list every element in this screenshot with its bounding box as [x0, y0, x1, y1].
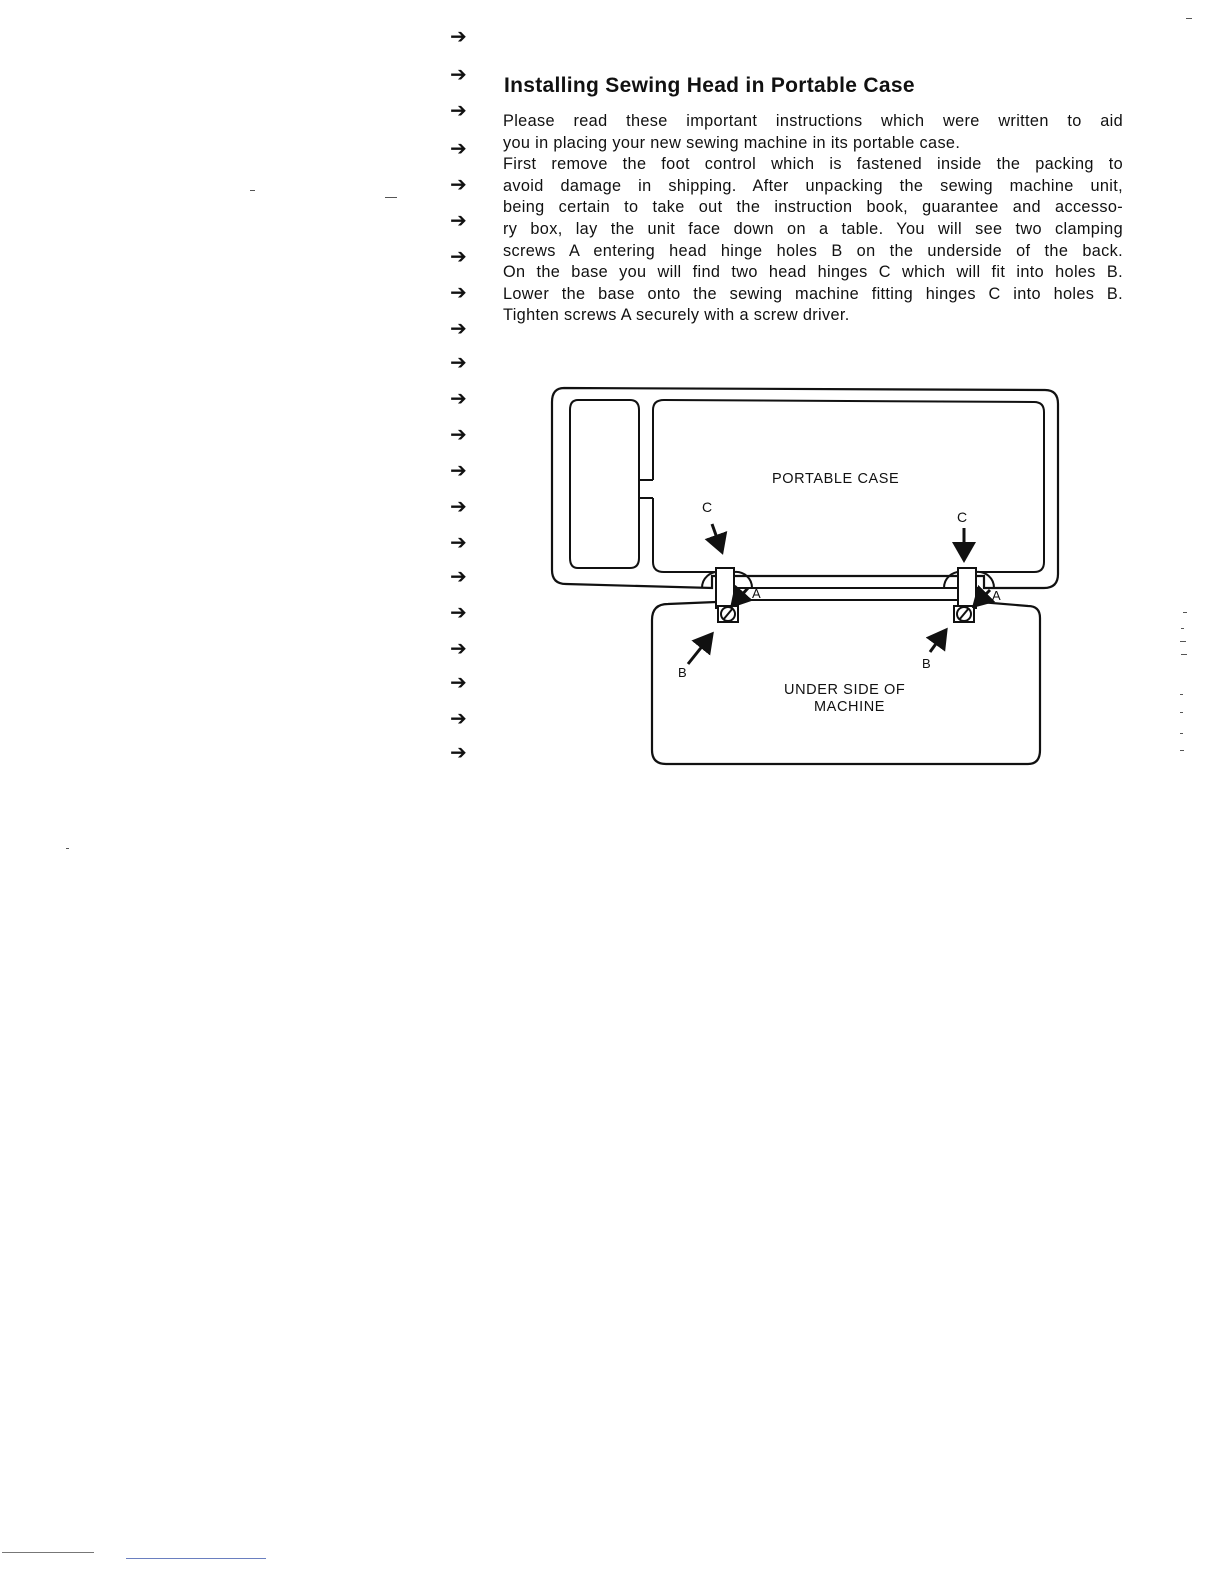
binding-hole-icon: ➔	[450, 494, 467, 518]
label-c-left: C	[702, 499, 713, 515]
binding-hole-icon: ➔	[450, 386, 467, 410]
scan-speck	[1180, 694, 1183, 695]
binding-hole-icon: ➔	[450, 670, 467, 694]
binding-hole-icon: ➔	[450, 280, 467, 304]
scan-speck	[1181, 654, 1187, 655]
instruction-line: Lower the base onto the sewing machine fitting hinges C into holes B.	[503, 284, 1123, 303]
instructions-paragraph	[503, 111, 1123, 327]
binding-hole-icon: ➔	[450, 136, 467, 160]
binding-hole-icon: ➔	[450, 208, 467, 232]
machine-label-line2: MACHINE	[814, 699, 886, 715]
instruction-line: On the base you will find two head hinges C which will fit into holes B.	[503, 263, 1123, 282]
binding-hole-icon: ➔	[450, 458, 467, 482]
binding-hole-icon: ➔	[450, 62, 467, 86]
instruction-line: Tighten screws A securely with a screw driver.	[503, 306, 850, 325]
binding-hole-icon: ➔	[450, 636, 467, 660]
binding-hole-icon: ➔	[450, 316, 467, 340]
scan-speck	[1180, 733, 1183, 734]
case-left-compartment	[570, 400, 639, 568]
binding-hole-icon: ➔	[450, 350, 467, 374]
instruction-line: being certain to take out the instruction book, guarantee and accesso-	[503, 198, 1123, 217]
hinge-installation-diagram	[540, 380, 1070, 775]
scan-speck	[1181, 628, 1184, 629]
binding-hole-icon: ➔	[450, 706, 467, 730]
case-partition	[639, 480, 653, 498]
scan-speck	[1180, 750, 1184, 751]
scan-speck	[1180, 712, 1183, 713]
label-a-left: A	[752, 586, 761, 601]
footer-rule	[126, 1558, 266, 1559]
scan-speck	[1183, 612, 1187, 613]
instruction-line: Please read these important instructions which were written to aid	[503, 112, 1123, 130]
binding-hole-icon: ➔	[450, 172, 467, 196]
scan-edge-line	[2, 1552, 94, 1553]
binding-hole-icon: ➔	[450, 600, 467, 624]
binding-hole-icon: ➔	[450, 740, 467, 764]
case-label: PORTABLE CASE	[772, 471, 900, 487]
binding-hole-icon: ➔	[450, 98, 467, 122]
scan-speck	[1180, 641, 1186, 642]
instruction-line: First remove the foot control which is fastened inside the packing to	[503, 155, 1123, 174]
scan-speck	[1186, 18, 1192, 19]
machine-label-line1: UNDER SIDE OF	[784, 682, 906, 698]
instruction-line: you in placing your new sewing machine in its portable case.	[503, 133, 961, 152]
binding-hole-icon: ➔	[450, 24, 467, 48]
instruction-line: ry box, lay the unit face down on a table. You will see two clamping	[503, 219, 1123, 238]
scan-speck	[66, 848, 69, 849]
label-a-right: A	[992, 588, 1001, 603]
binding-hole-icon: ➔	[450, 422, 467, 446]
scan-speck	[385, 197, 397, 198]
binding-hole-icon: ➔	[450, 244, 467, 268]
scan-speck	[250, 190, 255, 191]
label-b-right: B	[922, 656, 931, 671]
section-title: Installing Sewing Head in Portable Case	[504, 74, 915, 97]
portable-case-outline	[552, 388, 1058, 588]
instruction-line: screws A entering head hinge holes B on the underside of the back.	[503, 241, 1123, 260]
label-c-right: C	[957, 509, 968, 525]
instruction-line: avoid damage in shipping. After unpacking the sewing machine unit,	[503, 176, 1123, 195]
binding-hole-icon: ➔	[450, 564, 467, 588]
label-b-left: B	[678, 665, 687, 680]
binding-hole-icon: ➔	[450, 530, 467, 554]
